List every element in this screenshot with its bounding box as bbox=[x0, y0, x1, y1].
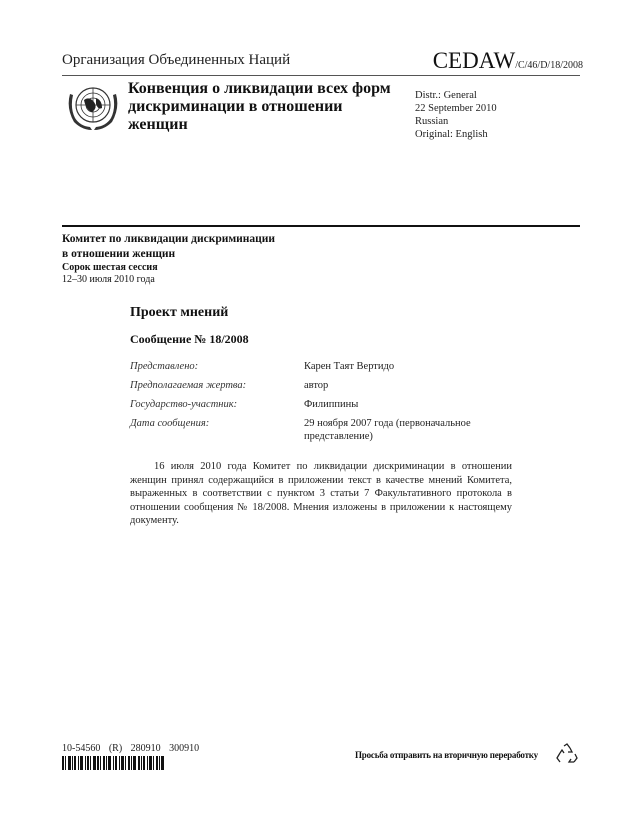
organization-name: Организация Объединенных Наций bbox=[62, 52, 291, 68]
meta-row-state-party bbox=[130, 398, 530, 411]
meta-label: Предполагаемая жертва: bbox=[130, 380, 247, 391]
recycle-icon bbox=[555, 742, 579, 766]
document-symbol bbox=[433, 48, 583, 74]
session-name: Сорок шестая сессия bbox=[62, 262, 158, 273]
distr-date: 22 September 2010 bbox=[415, 103, 497, 114]
distr-original: Original: English bbox=[415, 129, 488, 140]
meta-label: Дата сообщения: bbox=[130, 418, 210, 429]
un-emblem-icon bbox=[64, 80, 122, 132]
header-divider bbox=[62, 75, 580, 76]
committee-name-line2: в отношении женщин bbox=[62, 248, 176, 260]
meta-value: Карен Таят Вертидо bbox=[304, 361, 395, 372]
document-number: 10-54560 (R) 280910 300910 bbox=[62, 743, 200, 754]
meta-value: 29 ноября 2007 года (первоначальное представление) bbox=[304, 418, 471, 442]
symbol-suffix: /C/46/D/18/2008 bbox=[515, 60, 583, 71]
distr-status: Distr.: General bbox=[415, 90, 477, 101]
distr-language: Russian bbox=[415, 116, 449, 127]
committee-name-line1: Комитет по ликвидации дискриминации bbox=[62, 233, 276, 245]
session-dates: 12–30 июля 2010 года bbox=[62, 274, 155, 285]
symbol-main: CEDAW bbox=[432, 48, 516, 73]
barcode-icon bbox=[62, 756, 202, 770]
recycle-notice: Просьба отправить на вторичную переработку bbox=[355, 750, 538, 760]
meta-label: Государство-участник: bbox=[130, 399, 238, 410]
body-paragraph: 16 июля 2010 года Комитет по ликвидации дискриминации в отношении женщин принял содержащийся в приложении текст в качестве мнений Комитета, выраженных в соответствии с пунктом 3 статьи 7 Факультативного протокола в отношении сообщения № 18/2008. Мнения изложены в приложении к настоящему документу. bbox=[130, 461, 512, 526]
meta-label: Представлено: bbox=[130, 361, 199, 372]
meta-row-victim bbox=[130, 379, 530, 392]
meta-row-date bbox=[130, 417, 530, 443]
document-title: Проект мнений bbox=[130, 305, 229, 320]
committee-divider bbox=[62, 225, 580, 227]
meta-value: автор bbox=[304, 380, 329, 391]
convention-title: Конвенция о ликвидации всех форм дискриминации в отношении женщин bbox=[128, 80, 391, 133]
communication-number: Сообщение № 18/2008 bbox=[130, 332, 249, 346]
communication-metadata bbox=[130, 360, 530, 449]
distribution-info bbox=[415, 89, 497, 141]
meta-row-submitted bbox=[130, 360, 530, 373]
meta-value: Филиппины bbox=[304, 399, 359, 410]
committee-name bbox=[62, 232, 275, 262]
